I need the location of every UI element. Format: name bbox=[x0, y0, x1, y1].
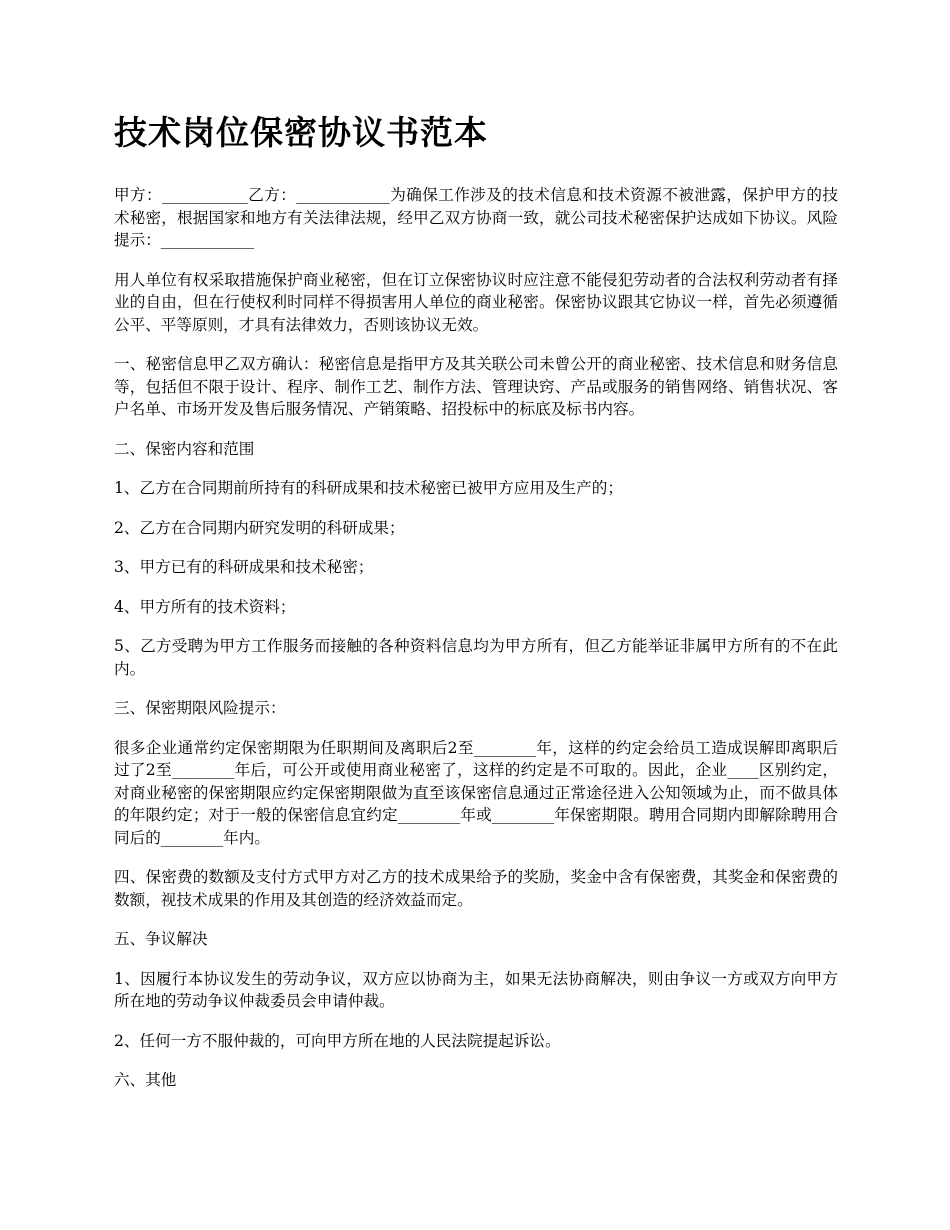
paragraph-section-4: 四、保密费的数额及支付方式甲方对乙方的技术成果给予的奖励，奖金中含有保密费，其奖金和保密费的数额，视技术成果的作用及其创造的经济效益而定。 bbox=[114, 868, 838, 909]
document-title: 技术岗位保密协议书范本 bbox=[114, 113, 488, 152]
paragraph-parties: 甲方：___________乙方：____________为确保工作涉及的技术信息和技术资源不被泄露，保护甲方的技术秘密，根据国家和地方有关法律法规，经甲乙双方协商一致，就公司技术秘密保护达成如下协议。风险提示：____________ bbox=[114, 186, 838, 249]
list-item: 5、乙方受聘为甲方工作服务而接触的各种资料信息均为甲方所有，但乙方能举证非属甲方所有的不在此内。 bbox=[114, 637, 838, 678]
document-page bbox=[114, 108, 838, 1109]
section-heading-3: 三、保密期限风险提示： bbox=[114, 699, 286, 717]
section-heading-5: 五、争议解决 bbox=[114, 930, 208, 948]
paragraph-risk-note: 用人单位有权采取措施保护商业秘密，但在订立保密协议时应注意不能侵犯劳动者的合法权利劳动者有择业的自由，但在行使权利时同样不得损害用人单位的商业秘密。保密协议跟其它协议一样，首先必须遵循公平、平等原则，才具有法律效力，否则该协议无效。 bbox=[114, 270, 838, 334]
paragraph-section-1: 一、秘密信息甲乙双方确认：秘密信息是指甲方及其关联公司未曾公开的商业秘密、技术信息和财务信息等，包括但不限于设计、程序、制作工艺、制作方法、管理诀窍、产品或服务的销售网络、销售状况、客户名单、市场开发及售后服务情况、产销策略、招投标中的标底及标书内容。 bbox=[114, 355, 838, 418]
list-item: 3、甲方已有的科研成果和技术秘密； bbox=[114, 558, 374, 576]
list-item: 1、因履行本协议发生的劳动争议，双方应以协商为主，如果无法协商解决，则由争议一方或双方向甲方所在地的劳动争议仲裁委员会申请仲裁。 bbox=[114, 969, 838, 1010]
list-item: 2、任何一方不服仲裁的，可向甲方所在地的人民法院提起诉讼。 bbox=[114, 1031, 561, 1050]
section-heading-2: 二、保密内容和范围 bbox=[114, 439, 255, 458]
section-heading-6: 六、其他 bbox=[114, 1071, 177, 1089]
paragraph-term-details: 很多企业通常约定保密期限为任职期间及离职后2至________年，这样的约定会给员工造成误解即离职后过了2至________年后，可公开或使用商业秘密了，这样的约定是不可取的。因此，企业____区别约定，对商业秘密的保密期限应约定保密期限做为直至该保密信息通过正常途径进入公知领域为止，而不做具体的年限约定；对于一般的保密信息宜约定________年或________年保密期限。聘用合同期内即解除聘用合同后的________年内。 bbox=[114, 738, 838, 847]
list-item: 1、乙方在合同期前所持有的科研成果和技术秘密已被甲方应用及生产的； bbox=[114, 479, 623, 497]
list-item: 4、甲方所有的技术资料； bbox=[114, 597, 296, 616]
list-item: 2、乙方在合同期内研究发明的科研成果； bbox=[114, 518, 405, 537]
